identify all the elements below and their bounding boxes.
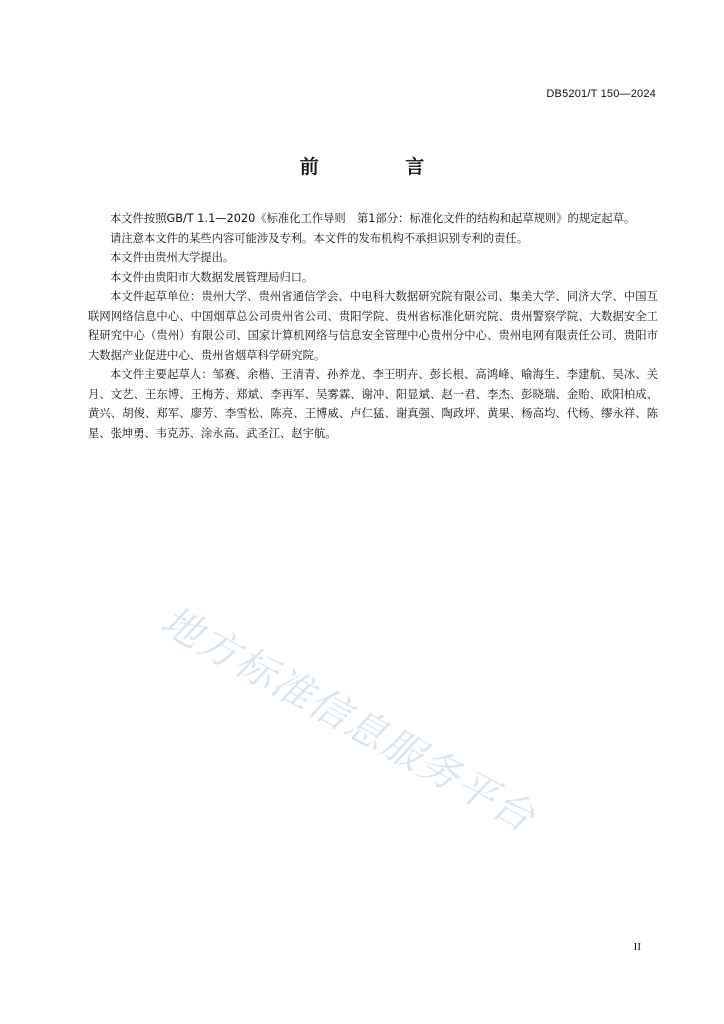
page-number: II	[633, 941, 641, 953]
paragraph-proposer: 本文件由贵州大学提出。	[110, 251, 235, 264]
watermark: 地方标准信息服务平台	[153, 597, 543, 842]
paragraph-drafting-units: 本文件起草单位：贵州大学、贵州省通信学会、中电科大数据研究院有限公司、集美大学、同济大学、中国互联网网络信息中心、中国烟草总公司贵州省公司、贵阳学院、贵州省标准化研究院、贵州警察学院、大数据安全工程研究中心（贵州）有限公司、国家计算机网络与信息安全管理中心贵州分中心、贵州电网有限责任公司、贵阳市大数据产业促进中心、贵州省烟草科学研究院。	[88, 290, 658, 362]
paragraph-drafters: 本文件主要起草人：邹赛、余楷、王清青、孙养龙、李王明卉、彭长根、高鸿峰、喻海生、李建航、吴冰、关月、文艺、王东博、王梅芳、郑斌、李再军、吴雾霖、谢冲、阳显斌、赵一君、李杰、彭晓瑞、金贻、欧阳柏成、黄兴、胡俊、郑军、廖芳、李雪松、陈亮、王博威、卢仁猛、谢真强、陶政坪、黄果、杨高均、代杨、缪永祥、陈星、张坤勇、韦克苏、涂永高、武圣江、赵宇航。	[88, 368, 658, 440]
paragraph-administrator: 本文件由贵阳市大数据发展管理局归口。	[110, 270, 314, 284]
paragraph-drafting-rule: 本文件按照GB/T 1.1—2020《标准化工作导则 第1部分：标准化文件的结构和起草规则》的规定起草。	[110, 212, 636, 225]
paragraph-patent-notice: 请注意本文件的某些内容可能涉及专利。本文件的发布机构不承担识别专利的责任。	[110, 231, 528, 245]
page-title: 前 言	[299, 156, 465, 178]
document-body	[88, 209, 658, 443]
document-code: DB5201/T 150—2024	[546, 88, 656, 100]
